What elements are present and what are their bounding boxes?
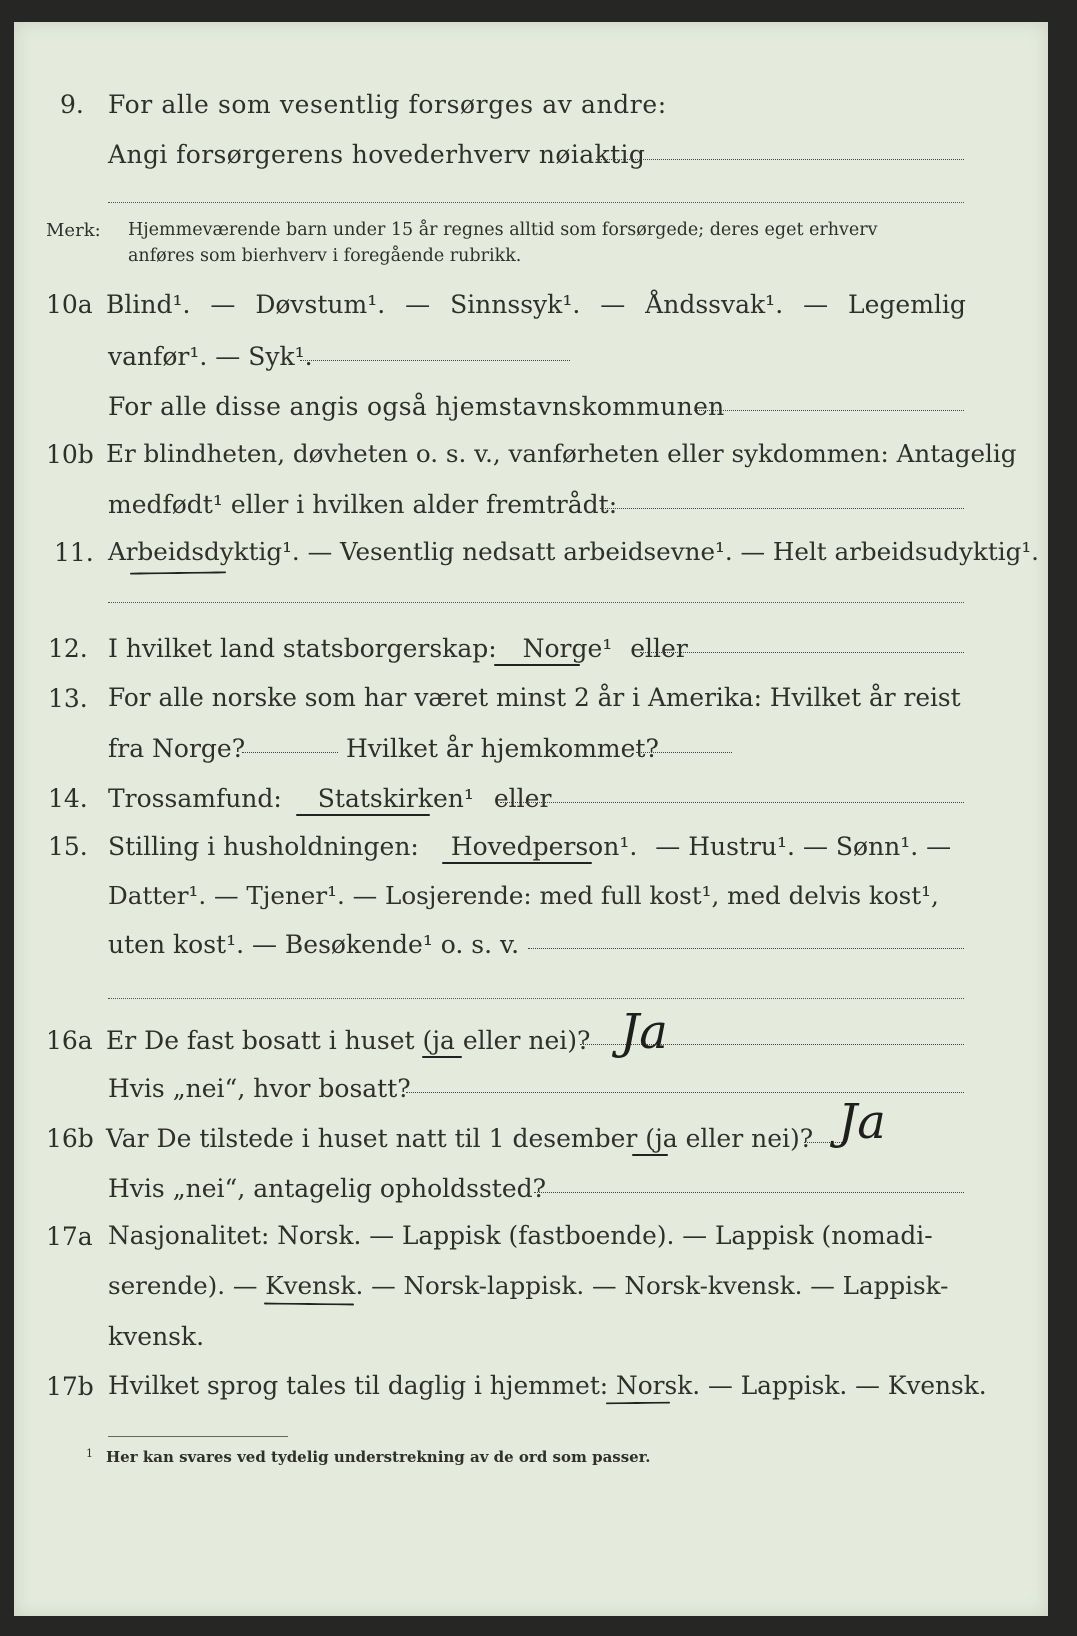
q10b-line1: Er blindheten, døvheten o. s. v., vanførheten eller sykdommen: Antagelig bbox=[106, 439, 1017, 468]
q12-number: 12. bbox=[48, 634, 88, 663]
q10a-number: 10a bbox=[46, 290, 93, 319]
footnote-divider bbox=[108, 1436, 288, 1437]
q15-answer-line[interactable] bbox=[108, 998, 964, 999]
q17a-line2: serende). — Kvensk. — Norsk-lappisk. — Norsk-kvensk. — Lappisk- bbox=[108, 1271, 949, 1300]
q9-number: 9. bbox=[60, 90, 84, 119]
q16b-number: 16b bbox=[46, 1124, 94, 1153]
q14-other-field[interactable] bbox=[500, 802, 964, 803]
q10a-dash: — bbox=[803, 290, 829, 319]
q10b-line2: medfødt¹ eller i hvilken alder fremtrådt: bbox=[108, 490, 618, 519]
q17a-answer-underline bbox=[264, 1303, 354, 1306]
q10a-line3: For alle disse angis også hjemstavnskommunen bbox=[108, 392, 725, 421]
q9-line1: For alle som vesentlig forsørges av andre: bbox=[108, 90, 667, 119]
q16b-line1: Var De tilstede i huset natt til 1 desember (ja eller nei)? bbox=[106, 1124, 814, 1153]
q10a-syk-field[interactable] bbox=[300, 360, 570, 361]
q10b-number: 10b bbox=[46, 440, 94, 469]
q10b-answer-field[interactable] bbox=[600, 508, 964, 509]
q10a-opt-blind[interactable]: Blind¹. bbox=[106, 290, 191, 319]
q16b-handwritten-answer: Ja bbox=[838, 1094, 886, 1150]
q13-line2a: fra Norge? bbox=[108, 734, 246, 763]
q15-answer-underline bbox=[442, 862, 592, 864]
q13-number: 13. bbox=[48, 684, 88, 713]
q15-line1a: Stilling i husholdningen: bbox=[108, 832, 419, 861]
q10a-line1 bbox=[106, 292, 966, 317]
q15-opt-hovedperson[interactable]: Hovedperson¹. bbox=[450, 832, 638, 861]
q12-line bbox=[108, 636, 688, 661]
footnote-mark: 1 bbox=[86, 1447, 93, 1460]
q10a-dash: — bbox=[600, 290, 626, 319]
q10a-opt-andssvak[interactable]: Åndssvak¹. bbox=[645, 290, 784, 319]
q13-line2b: Hvilket år hjemkommet? bbox=[346, 734, 659, 763]
q12-prefix: I hvilket land statsborgerskap: bbox=[108, 634, 497, 663]
q16a-bosatt-field[interactable] bbox=[406, 1092, 964, 1093]
q14-answer-underline bbox=[296, 814, 430, 816]
q17a-line1: Nasjonalitet: Norsk. — Lappisk (fastboende). — Lappisk (nomadi- bbox=[108, 1221, 933, 1250]
q16b-line2: Hvis „nei“, antagelig opholdssted? bbox=[108, 1174, 547, 1203]
q11-text: Arbeidsdyktig¹. — Vesentlig nedsatt arbeidsevne¹. — Helt arbeidsudyktig¹. bbox=[108, 537, 1039, 566]
q9-answer-field[interactable] bbox=[596, 159, 964, 160]
q12-answer-underline bbox=[494, 664, 580, 666]
q17b-number: 17b bbox=[46, 1372, 94, 1401]
q13-reist-field[interactable] bbox=[242, 752, 338, 753]
note-line2: anføres som bierhverv i foregående rubrikk. bbox=[128, 246, 522, 266]
q16a-handwritten-answer: Ja bbox=[620, 1004, 668, 1060]
q12-other-field[interactable] bbox=[640, 652, 964, 653]
footnote-text: Her kan svares ved tydelig understrekning av de ord som passer. bbox=[106, 1448, 651, 1466]
q15-line1c: — Hustru¹. — Sønn¹. — bbox=[655, 832, 952, 861]
q14-suffix: eller bbox=[493, 784, 552, 813]
q16a-line1: Er De fast bosatt i huset (ja eller nei)? bbox=[106, 1026, 591, 1055]
q16a-number: 16a bbox=[46, 1026, 93, 1055]
q14-line bbox=[108, 786, 551, 811]
q11-answer-line[interactable] bbox=[108, 602, 964, 603]
q14-opt-statskirken[interactable]: Statskirken¹ bbox=[317, 784, 474, 813]
q16b-answer-underline bbox=[632, 1154, 668, 1156]
q10a-opt-dovstum[interactable]: Døvstum¹. bbox=[255, 290, 386, 319]
q10a-opt-sinnssyk[interactable]: Sinnssyk¹. bbox=[450, 290, 581, 319]
q16b-opholdssted-field[interactable] bbox=[534, 1192, 964, 1193]
note-line1: Hjemmeværende barn under 15 år regnes alltid som forsørgede; deres eget erhverv bbox=[128, 220, 878, 240]
q17b-answer-underline bbox=[606, 1402, 670, 1405]
q9-answer-line-2[interactable] bbox=[108, 202, 964, 203]
q13-hjemkommet-field[interactable] bbox=[636, 752, 732, 753]
q10a-line2: vanfør¹. — Syk¹. bbox=[108, 342, 313, 371]
q9-line2: Angi forsørgerens hovederhverv nøiaktig bbox=[108, 140, 646, 169]
q15-line2: Datter¹. — Tjener¹. — Losjerende: med full kost¹, med delvis kost¹, bbox=[108, 881, 939, 910]
q16a-line2: Hvis „nei“, hvor bosatt? bbox=[108, 1074, 411, 1103]
q12-suffix: eller bbox=[630, 634, 688, 663]
census-form-page bbox=[14, 22, 1048, 1616]
q17b-text: Hvilket sprog tales til daglig i hjemmet: Norsk. — Lappisk. — Kvensk. bbox=[108, 1371, 987, 1400]
note-label: Merk: bbox=[46, 220, 101, 241]
q12-opt-norge[interactable]: Norge¹ bbox=[522, 634, 613, 663]
q14-prefix: Trossamfund: bbox=[108, 784, 282, 813]
q10a-opt-legemlig[interactable]: Legemlig bbox=[848, 290, 966, 319]
q15-number: 15. bbox=[48, 832, 88, 861]
q17a-number: 17a bbox=[46, 1222, 93, 1251]
q10a-dash: — bbox=[210, 290, 236, 319]
q17a-line3: kvensk. bbox=[108, 1322, 205, 1351]
q10a-dash: — bbox=[405, 290, 431, 319]
q15-other-field[interactable] bbox=[528, 948, 964, 949]
q16a-answer-underline bbox=[422, 1056, 462, 1058]
q14-number: 14. bbox=[48, 784, 88, 813]
q11-answer-underline bbox=[130, 571, 226, 574]
q15-line1 bbox=[108, 834, 951, 859]
q13-line1: For alle norske som har været minst 2 år i Amerika: Hvilket år reist bbox=[108, 683, 961, 712]
q11-number: 11. bbox=[54, 538, 94, 567]
q10a-hjemstavn-field[interactable] bbox=[694, 410, 964, 411]
q15-line3: uten kost¹. — Besøkende¹ o. s. v. bbox=[108, 930, 520, 959]
